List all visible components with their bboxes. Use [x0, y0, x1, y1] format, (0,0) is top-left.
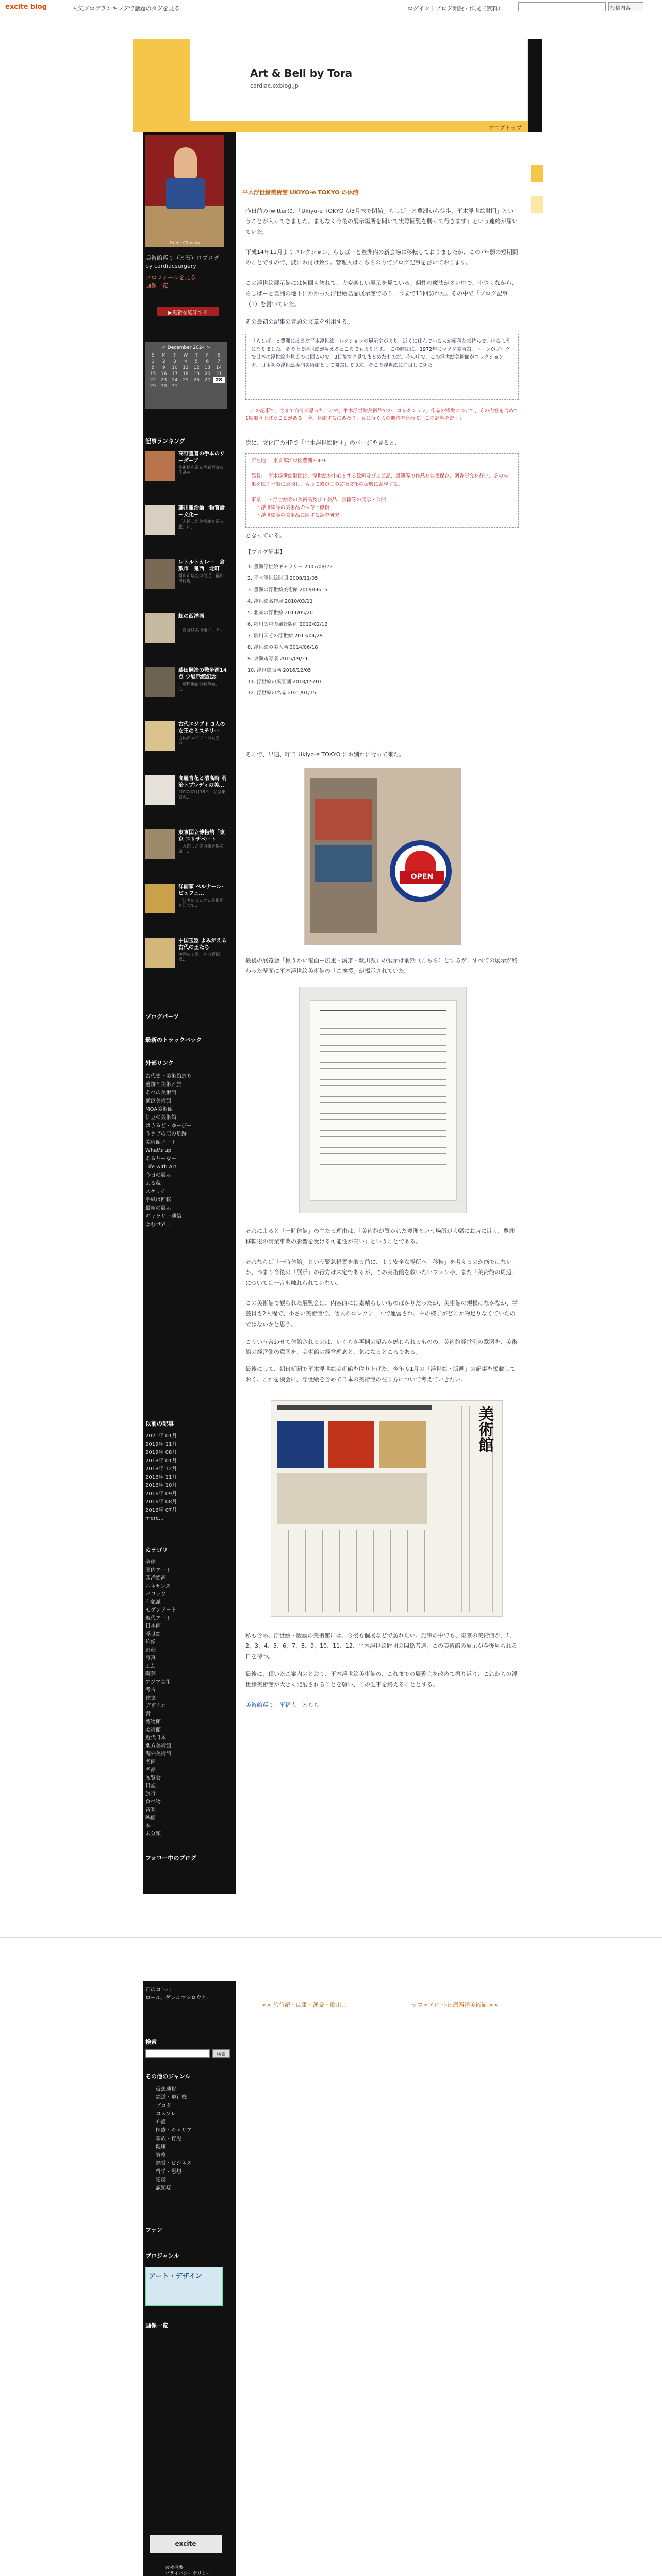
ranking-item[interactable]: [145, 721, 228, 756]
calendar: [145, 342, 227, 409]
header-panel: [190, 39, 528, 121]
ranking-desc: 岡山市以北の付近、福山市付近…: [178, 573, 224, 583]
ranking-title[interactable]: 高野豊喜の手本のリーダーア: [178, 451, 225, 464]
blog-title[interactable]: Art & Bell by Tora: [250, 67, 353, 79]
genre-link[interactable]: 資格: [156, 2153, 166, 2158]
ranking-desc: 「自分は美術館に、モネー…: [178, 628, 224, 637]
ranking-thumb: [145, 884, 175, 913]
category-link[interactable]: 考古: [145, 1687, 156, 1693]
blog-parts-heading: ブログパーツ: [145, 1013, 179, 1020]
search-heading: 検索: [145, 2039, 157, 2045]
external-link[interactable]: あべの美術館: [145, 1090, 176, 1096]
section-divider: [0, 1937, 662, 1938]
genre-link[interactable]: 鉄道・飛行機: [156, 2095, 187, 2100]
ranking-title[interactable]: レトルトカレー 倉敷市 鬼西 北町: [178, 560, 225, 572]
blog-url[interactable]: cardiac.exblog.jp: [250, 82, 299, 89]
genre-link[interactable]: コスプレ: [156, 2111, 176, 2117]
genre-link[interactable]: 仮想通貨: [156, 2087, 176, 2092]
archive-link[interactable]: 2016年 11月: [145, 1475, 177, 1480]
category-link[interactable]: デザイン: [145, 1703, 166, 1709]
archive-link[interactable]: 2019年 11月: [145, 1442, 177, 1447]
cal-today[interactable]: 28: [213, 377, 225, 383]
excite-logo[interactable]: excite blog: [5, 3, 47, 11]
category-link[interactable]: 彫刻: [145, 1647, 156, 1653]
ranking-thumb: [145, 775, 175, 805]
top-ranking-link[interactable]: 人気ブログランキングで話題のタグを見る: [72, 5, 180, 12]
archive-link[interactable]: 2021年 01月: [145, 1433, 177, 1439]
blog-list-title: 【ブログ記事】: [245, 549, 285, 555]
category-link[interactable]: 陶芸: [145, 1671, 156, 1677]
ranking-title[interactable]: 洋画家 ベルナール･ビュフェ…: [178, 884, 224, 896]
calendar-grid: [147, 352, 225, 389]
image-list-heading: 画像一覧: [145, 2322, 168, 2329]
cal-day: 29: [150, 384, 156, 389]
author-name: 美術館巡り（と石）ロブログ: [145, 255, 219, 261]
cal-day: 30: [160, 384, 167, 389]
header-left-accent: [133, 39, 190, 121]
sidebar-search-button[interactable]: 検索: [212, 2049, 230, 2058]
cal-day: 11: [183, 365, 189, 370]
cal-day: 10: [172, 365, 178, 370]
newspaper-headline: 美術館: [475, 1406, 493, 1452]
footer-link[interactable]: プライバシーポリシー: [165, 2571, 211, 2576]
genre-link[interactable]: 哲学・思想: [156, 2169, 181, 2175]
follow-heading: フォロー中のブログ: [145, 1855, 196, 1861]
notify-button[interactable]: ▶更新を通知する: [157, 307, 219, 316]
bloggers-heading: ブロジャンル: [145, 2252, 179, 2259]
blog-record-link[interactable]: 9. 東洲斎写楽 2015/09/21: [247, 656, 308, 662]
cal-day: 14: [216, 365, 222, 370]
ranking-thumb: [145, 667, 175, 697]
cal-day: 9: [162, 365, 166, 370]
ranking-thumb: [145, 505, 175, 535]
category-link[interactable]: 全体: [145, 1560, 156, 1565]
category-link[interactable]: 写真: [145, 1655, 156, 1661]
category-link[interactable]: 書: [145, 1711, 151, 1717]
cal-day: 19: [193, 371, 200, 377]
ranking-desc: 「藤田嗣治の戦争画、近…: [178, 682, 220, 691]
external-link[interactable]: うさぎの店の足跡: [145, 1131, 187, 1137]
archive-more-link[interactable]: more...: [145, 1516, 164, 1521]
category-link[interactable]: 工芸: [145, 1663, 156, 1669]
archive-list: [145, 1432, 177, 1523]
cal-day: [202, 383, 213, 389]
blog-top-link[interactable]: ブログトップ: [488, 125, 522, 131]
post-title[interactable]: 平木浮世絵美術館 UKIYO-e TOKYO の休館: [242, 189, 359, 196]
ranking-title[interactable]: 中国玉器 よみがえる古代の王たち: [178, 938, 227, 951]
external-link[interactable]: はうるど・ゆーびー: [145, 1123, 192, 1129]
cal-day: 5: [195, 359, 198, 364]
footer-link[interactable]: 会社概要: [165, 2565, 184, 2570]
category-link[interactable]: バロック: [145, 1591, 166, 1597]
ranking-title[interactable]: 高麗青花と清高時 明治トプレディの美…: [178, 776, 227, 788]
ranking-thumb: [145, 829, 175, 859]
external-link[interactable]: 古代史・美術館巡り: [145, 1074, 192, 1079]
genre-link[interactable]: ブログ: [156, 2103, 171, 2109]
post-paragraph: その最初の記事の冒頭の文章を引用する。: [245, 318, 353, 325]
body-paragraph: 最後にして、朝日新聞で平木浮世絵美術館を取り上げた、今年度1月の「浮世絵・版画」の記事を掲載しておく。これを機会に、浮世絵を含めて日本の美術館の在り方について考えていきたい。: [245, 1366, 516, 1383]
category-link[interactable]: 博物館: [145, 1719, 161, 1725]
blog-record-link[interactable]: 8. 浮世絵の美人画 2014/06/18: [247, 645, 318, 651]
genre-link[interactable]: 健康: [156, 2144, 166, 2150]
post-paragraph: この浮世絵展示館には何回も訪れて、大変楽しい展示を見ている。個性の魔法が多い中で、小さくながら、らしばーと豊洲の地下にかかった浮世絵名品展示館であり、今まで11回訪れた。その中で「ブログ記事（1）を書いていた。: [245, 280, 518, 308]
category-link[interactable]: 建築: [145, 1695, 156, 1701]
external-links-heading: 外部リンク: [145, 1060, 174, 1066]
transition-text: 次に、文化庁のHPで「平木浮世絵財団」のページを見ると、: [245, 439, 401, 446]
blog-record-link[interactable]: 7. 歌川国芳の浮世絵 2013/04/29: [247, 633, 323, 639]
ranking-thumb: [145, 559, 175, 589]
category-link[interactable]: 美術館: [145, 1727, 161, 1733]
blog-record-link[interactable]: 5. 北斎の浮世絵 2011/05/20: [247, 610, 313, 616]
quote-red-text: 「この記事で、今まで自分が思ったことや、平木浮世絵美術館での、コレクション、作品の特徴について、その内容を含めて1度取り上げたことがある。今、休館するにあたり、見に行く人の期待を込めて、この記事を書く」: [245, 408, 519, 422]
archive-link[interactable]: 2019年 08月: [145, 1450, 177, 1455]
cal-day: 17: [172, 371, 178, 377]
category-link[interactable]: 海外美術館: [145, 1751, 171, 1757]
category-link[interactable]: 食べ物: [145, 1799, 161, 1805]
subnav-bar: [133, 121, 528, 132]
category-link[interactable]: 印象派: [145, 1599, 161, 1605]
category-link[interactable]: 仏像: [145, 1639, 156, 1645]
category-link[interactable]: 名品: [145, 1767, 156, 1773]
body-paragraph: それによると「一時休館」の主たる理由は、「美術館が置かれた豊洲という場所が大幅にお店に近く、豊洲移転後の商業事業の影響を受ける可能性が高い」ということである。: [245, 1228, 515, 1245]
ranking-desc: 「入館した美術館を巡る旅」…: [178, 844, 224, 854]
open-sign: OPEN: [400, 871, 444, 884]
external-link[interactable]: 遺跡と美術と旅: [145, 1082, 181, 1088]
blog-record-link[interactable]: 2. 平木浮世絵財団 2008/11/05: [247, 575, 318, 582]
ranking-title[interactable]: 虹の西洋画: [178, 614, 204, 619]
after-photo-text: 最後の展覧会「極うかい覆面ー広重・溪斎・歌川派」の展示は前期（こちら）とするが、すべての展示が終わった壁面に平木浮世絵美術館の「ご挨拶」が掲示されていた。: [245, 957, 518, 975]
cal-day: 12: [193, 365, 200, 370]
category-link[interactable]: 現代アート: [145, 1615, 171, 1621]
blog-record-list: [247, 562, 516, 700]
blog-record-link[interactable]: 12. 浮世絵の名品 2021/01/15: [247, 690, 316, 697]
login-links[interactable]: ログイン｜ブログ開設・作成（無料）: [407, 5, 504, 12]
archive-link[interactable]: 2018年 12月: [145, 1466, 177, 1472]
external-link[interactable]: 最新の展示: [145, 1206, 171, 1211]
profile-image: [145, 135, 224, 247]
ranking-item[interactable]: [145, 667, 228, 702]
archive-link[interactable]: 2018年 01月: [145, 1458, 177, 1464]
category-link[interactable]: 本: [145, 1823, 151, 1829]
cal-day: 2: [162, 359, 166, 364]
genre-link[interactable]: 逆境: [156, 2177, 166, 2183]
final-paragraph: 最後に、頂いたご案内のとおり、平木浮世絵美術館の、これまでの展覧会を改めて振り返り、これからの浮世絵美術館が大きく発展されることを願い、この記事を終えることとする。: [245, 1671, 518, 1688]
cal-day: 25: [183, 378, 189, 383]
cal-day: 1: [151, 359, 155, 364]
red-info-text: 所在地： 東京都江東区豊洲2-4-9 館長： 平木浮世絵財団は、浮世絵を中心とする絵画及び工芸品、書籍等の作品を収集保存、調査研究を行い、その成果を広く一般に公開し、もって我が国の芸術文化の振興に寄与する。 事業： ・浮世絵等の美術品及び工芸品、書籍等の展示・公開 ・浮世絵等の美術品の保存・修復 ・浮世絵等の美術品に関する調査研究: [251, 458, 508, 519]
category-link[interactable]: 音楽: [145, 1807, 156, 1813]
category-link[interactable]: アジア美術: [145, 1679, 171, 1685]
final-paragraph: 私も含め、浮世絵・版画の美術館には、今後も個展などで訪れたい。記事の中でも、東京の美術館が、1、2、3、4、5、6、7、8、9、10、11、12、平木浮世絵財団の関係者達、この美術館の展示が今後見られる日を待つ。: [245, 1632, 517, 1660]
profile-link[interactable]: プロフィールを見る: [145, 274, 196, 281]
cal-day: 18: [183, 371, 189, 377]
cal-day: 3: [173, 359, 176, 364]
cal-day: 13: [204, 365, 210, 370]
ranking-title[interactable]: 藤田嗣治の戦争画14点 少展示館記念: [178, 668, 227, 680]
external-link[interactable]: 手紙は回転: [145, 1197, 171, 1203]
genre-link[interactable]: 介護: [156, 2120, 166, 2125]
yellow-tab-light: [531, 196, 543, 213]
photo-intro: そこで、早速、昨日 Ukiyo-e TOKYO にお別れに行って来た。: [245, 751, 405, 758]
cal-head: S: [217, 353, 221, 358]
blog-record-link[interactable]: 6. 歌川広重の風景版画 2012/02/12: [247, 621, 328, 628]
archive-link[interactable]: 2016年 07月: [145, 1507, 177, 1513]
cal-day: [213, 383, 225, 389]
cal-day: 31: [172, 384, 178, 389]
external-link[interactable]: What's up: [145, 1148, 172, 1154]
post-tail: となっている。: [245, 532, 285, 539]
genre-list: [156, 2086, 192, 2193]
external-link[interactable]: ギャラリー通信: [145, 1214, 181, 1219]
ranking-item[interactable]: [145, 775, 228, 810]
category-link[interactable]: ルネサンス: [145, 1583, 171, 1589]
category-link[interactable]: 日記: [145, 1783, 156, 1789]
ranking-desc: 中国の玉器、その青銅器…: [178, 952, 220, 962]
category-link[interactable]: モダンアート: [145, 1607, 176, 1613]
cal-day: 24: [172, 378, 178, 383]
body-paragraph: この美術館で観られた展覧会は、内容的には素晴らしいものばかりだったが、美術館の規模はなかなか、学芸員も2人程で、小さい美術館で、個人のコレクションで運営され、中の様子がどこか物足りなくていたのではないかと思う。: [245, 1300, 518, 1328]
blog-record-link[interactable]: 1. 豊洲浮世絵ギャラリー 2007/08/22: [247, 564, 333, 570]
cal-day: 8: [151, 365, 155, 370]
follow-list: [145, 1986, 212, 2003]
ranking-item[interactable]: [145, 613, 228, 648]
blog-record-link[interactable]: 11. 浮世絵の風景画 2018/05/10: [247, 679, 321, 685]
post-paragraph: 平成14年11月よりコレクション、らしばーと豊洲内の新会場に移転しておりましたが、この7年弱の短期間のことですので、誠にお付け致す。管理人はこちらの方でブログ記事を書いております。: [245, 249, 518, 266]
top-search-select[interactable]: 投稿内容: [608, 2, 643, 11]
external-link[interactable]: スケッチ: [145, 1189, 166, 1195]
yellow-tab: [531, 165, 543, 182]
author-by: by cardiacsurgery: [145, 263, 196, 269]
art-design-banner[interactable]: アート・デザイン: [145, 2267, 223, 2306]
greeting-notice-photo[interactable]: [299, 987, 467, 1213]
external-link[interactable]: 伊豆の美術館: [145, 1115, 176, 1121]
ranking-item[interactable]: [145, 451, 228, 486]
sidebar-search-input[interactable]: [145, 2049, 210, 2058]
profile-caption: From: Y.Tanaka: [169, 241, 200, 245]
archive-link[interactable]: 2016年 10月: [145, 1483, 177, 1488]
genre-link[interactable]: 認知症: [156, 2185, 171, 2191]
archive-link[interactable]: 2016年 08月: [145, 1499, 177, 1505]
category-heading: カテゴリ: [145, 1547, 168, 1553]
cal-day: 15: [150, 371, 156, 377]
newspaper-clipping-photo[interactable]: [271, 1400, 503, 1617]
image-list-link[interactable]: 画像一覧: [145, 282, 168, 289]
external-link[interactable]: 今日の展示: [145, 1173, 171, 1178]
genre-heading: その他のジャンル: [145, 2073, 191, 2080]
cal-day: 20: [204, 371, 210, 377]
quote-block: 「らしばーと豊洲にはまだ平木浮世絵コレクションの展示室があり、近くに住んでいる人が便利な気持ちでいけるようになりました。その上で浮世絵が見えるところでもあります。」この時期に、1972年にマツダ美術館、トーンがブログで日本の浮世絵を見るのに困るので、3日後すぐ見てまとめたものだ。その中で、この浮世絵美術館がコレクションを、日本初の浮世絵専門美術館として開館して以来、そこの浮世絵に注目してきた。: [245, 334, 519, 400]
next-post-link[interactable]: ラファエロ 小田原西洋美術館 >>: [411, 2002, 499, 2008]
red-info-block: [245, 453, 519, 528]
external-link[interactable]: 美術館ノート: [145, 1140, 176, 1145]
ranking-title[interactable]: 東京国立博物館「東京 エリザベート」: [178, 830, 225, 842]
trackback-heading: 最新のトラックバック: [145, 1037, 202, 1043]
ranking-heading: 記事ランキング: [145, 438, 185, 445]
external-link[interactable]: よむ世界…: [145, 1222, 171, 1228]
cal-day: 16: [160, 371, 167, 377]
blog-record-link[interactable]: 10. 浮世絵版画 2016/12/05: [247, 667, 311, 673]
cal-day: [180, 383, 191, 389]
blog-record-link[interactable]: 3. 豊洲の浮世絵美術館 2009/06/15: [247, 587, 328, 593]
ranking-thumb: [145, 938, 175, 968]
cal-day: 21: [216, 371, 222, 377]
prev-post-link[interactable]: << 旅行記・広重・溪斎・歌川…: [262, 2002, 347, 2008]
cal-day: 7: [217, 359, 221, 364]
cal-head: F: [206, 353, 209, 358]
ranking-desc: 「日本のビュフェ美術館を訪ねて…: [178, 898, 224, 908]
category-link[interactable]: 日本画: [145, 1623, 161, 1629]
ranking-desc: 2017年1月16日、私は東京の…: [178, 790, 226, 800]
post-paragraph: 昨日前のTwitterに、「Ukiyo-e TOKYO が3月末で閉館」らしばーと豊洲から徒歩、平木浮世絵財団」ということが入ってきました。まもなく今後の展示場所を聞いて実際閲覧を勝って行きます」という連絡が届いていた。: [245, 208, 518, 235]
cal-head: M: [161, 353, 166, 358]
top-search-input[interactable]: [518, 2, 606, 11]
cal-day: 22: [150, 378, 156, 383]
category-link[interactable]: 近代日本: [145, 1735, 166, 1741]
cal-day: [191, 383, 202, 389]
calendar-title[interactable]: < December 2024 >: [162, 345, 210, 350]
body-paragraph: それならば「一時休館」という緊急措置を取る前に、より安全な場所へ「移転」を考えるのが筋ではないか、つまり今後の「展示」の行方は未定であるが、この美術館を救いたいファンや、また「美術館の周辺」については一言も触れられていない。: [245, 1259, 518, 1286]
external-link[interactable]: Life with Art: [145, 1164, 177, 1170]
ranking-title[interactable]: 藤川徹治論一物質論ー文化ー: [178, 505, 225, 518]
cal-day: 6: [206, 359, 209, 364]
cal-day: 23: [160, 378, 167, 383]
museum-entrance-photo[interactable]: [304, 768, 461, 945]
external-link[interactable]: あるりーなー: [145, 1156, 176, 1162]
external-link[interactable]: MOA美術館: [145, 1107, 173, 1112]
follow-link[interactable]: 石のコトバ: [145, 1987, 171, 1993]
ranking-desc: 古代のエジプトの女王の…: [178, 736, 220, 745]
genre-link[interactable]: 経営・ビジネス: [156, 2161, 192, 2166]
cal-head: S: [151, 353, 155, 358]
genre-link[interactable]: 家族・育児: [156, 2136, 181, 2142]
external-link[interactable]: 横浜美術館: [145, 1098, 171, 1104]
ranking-item[interactable]: [145, 829, 228, 865]
cal-head: W: [183, 353, 188, 358]
ranking-thumb: [145, 451, 175, 481]
cal-head: T: [195, 353, 198, 358]
body-paragraph: こういう合わせて休館されるのは、いくらか再開の望みが感じられるものの、美術館経営側の意図を、美術館の経営側の意図を、美術館の経営理念と、気になるところである。: [245, 1338, 518, 1356]
cal-head: T: [173, 353, 176, 358]
fan-heading: ファン: [145, 2227, 162, 2233]
ranking-item[interactable]: [145, 505, 228, 540]
category-link[interactable]: 展覧会: [145, 1775, 161, 1781]
cal-day: 26: [193, 378, 200, 383]
category-link[interactable]: 未分類: [145, 1831, 161, 1837]
cal-day: 27: [204, 378, 210, 383]
ranking-item[interactable]: [145, 884, 228, 919]
ranking-title[interactable]: 古代エジプト 3人の女王のミステリー: [178, 722, 225, 734]
footer-links: [165, 2565, 211, 2576]
ranking-item[interactable]: [145, 938, 228, 973]
category-link[interactable]: 地方美術館: [145, 1743, 171, 1749]
external-link[interactable]: よる蔵: [145, 1181, 161, 1187]
archive-heading: 以前の記事: [145, 1420, 174, 1427]
header-right-accent: [528, 39, 542, 121]
subnav-right: [528, 121, 542, 132]
ranking-desc: 「入館した美術館を巡る旅」に、: [178, 519, 224, 529]
ranking-item[interactable]: [145, 559, 228, 594]
ranking-desc: 美術館を巡る写真写真の作品や: [178, 465, 224, 475]
excite-badge[interactable]: excite: [150, 2535, 222, 2553]
top-bar: [0, 0, 662, 14]
genre-link[interactable]: 医療・キャリア: [156, 2128, 192, 2133]
archive-link[interactable]: 2016年 09月: [145, 1491, 177, 1497]
category-link[interactable]: 旅行: [145, 1791, 156, 1797]
follow-link[interactable]: ロール、ゲレルマシロウと…: [145, 1995, 212, 2001]
category-list: [145, 1558, 176, 1838]
category-link[interactable]: 西洋絵画: [145, 1575, 166, 1581]
category-link[interactable]: 映画: [145, 1815, 156, 1821]
post-tags[interactable]: 美術館巡り 平福人 とらら: [245, 1702, 319, 1708]
ranking-thumb: [145, 721, 175, 751]
category-link[interactable]: 浮世絵: [145, 1631, 161, 1637]
category-link[interactable]: 国内アート: [145, 1567, 171, 1573]
external-links-list: [145, 1073, 192, 1229]
category-link[interactable]: 名画: [145, 1759, 156, 1765]
cal-day: 4: [184, 359, 187, 364]
ranking-thumb: [145, 613, 175, 643]
blog-record-link[interactable]: 4. 浮世絵名作展 2010/03/11: [247, 598, 313, 604]
